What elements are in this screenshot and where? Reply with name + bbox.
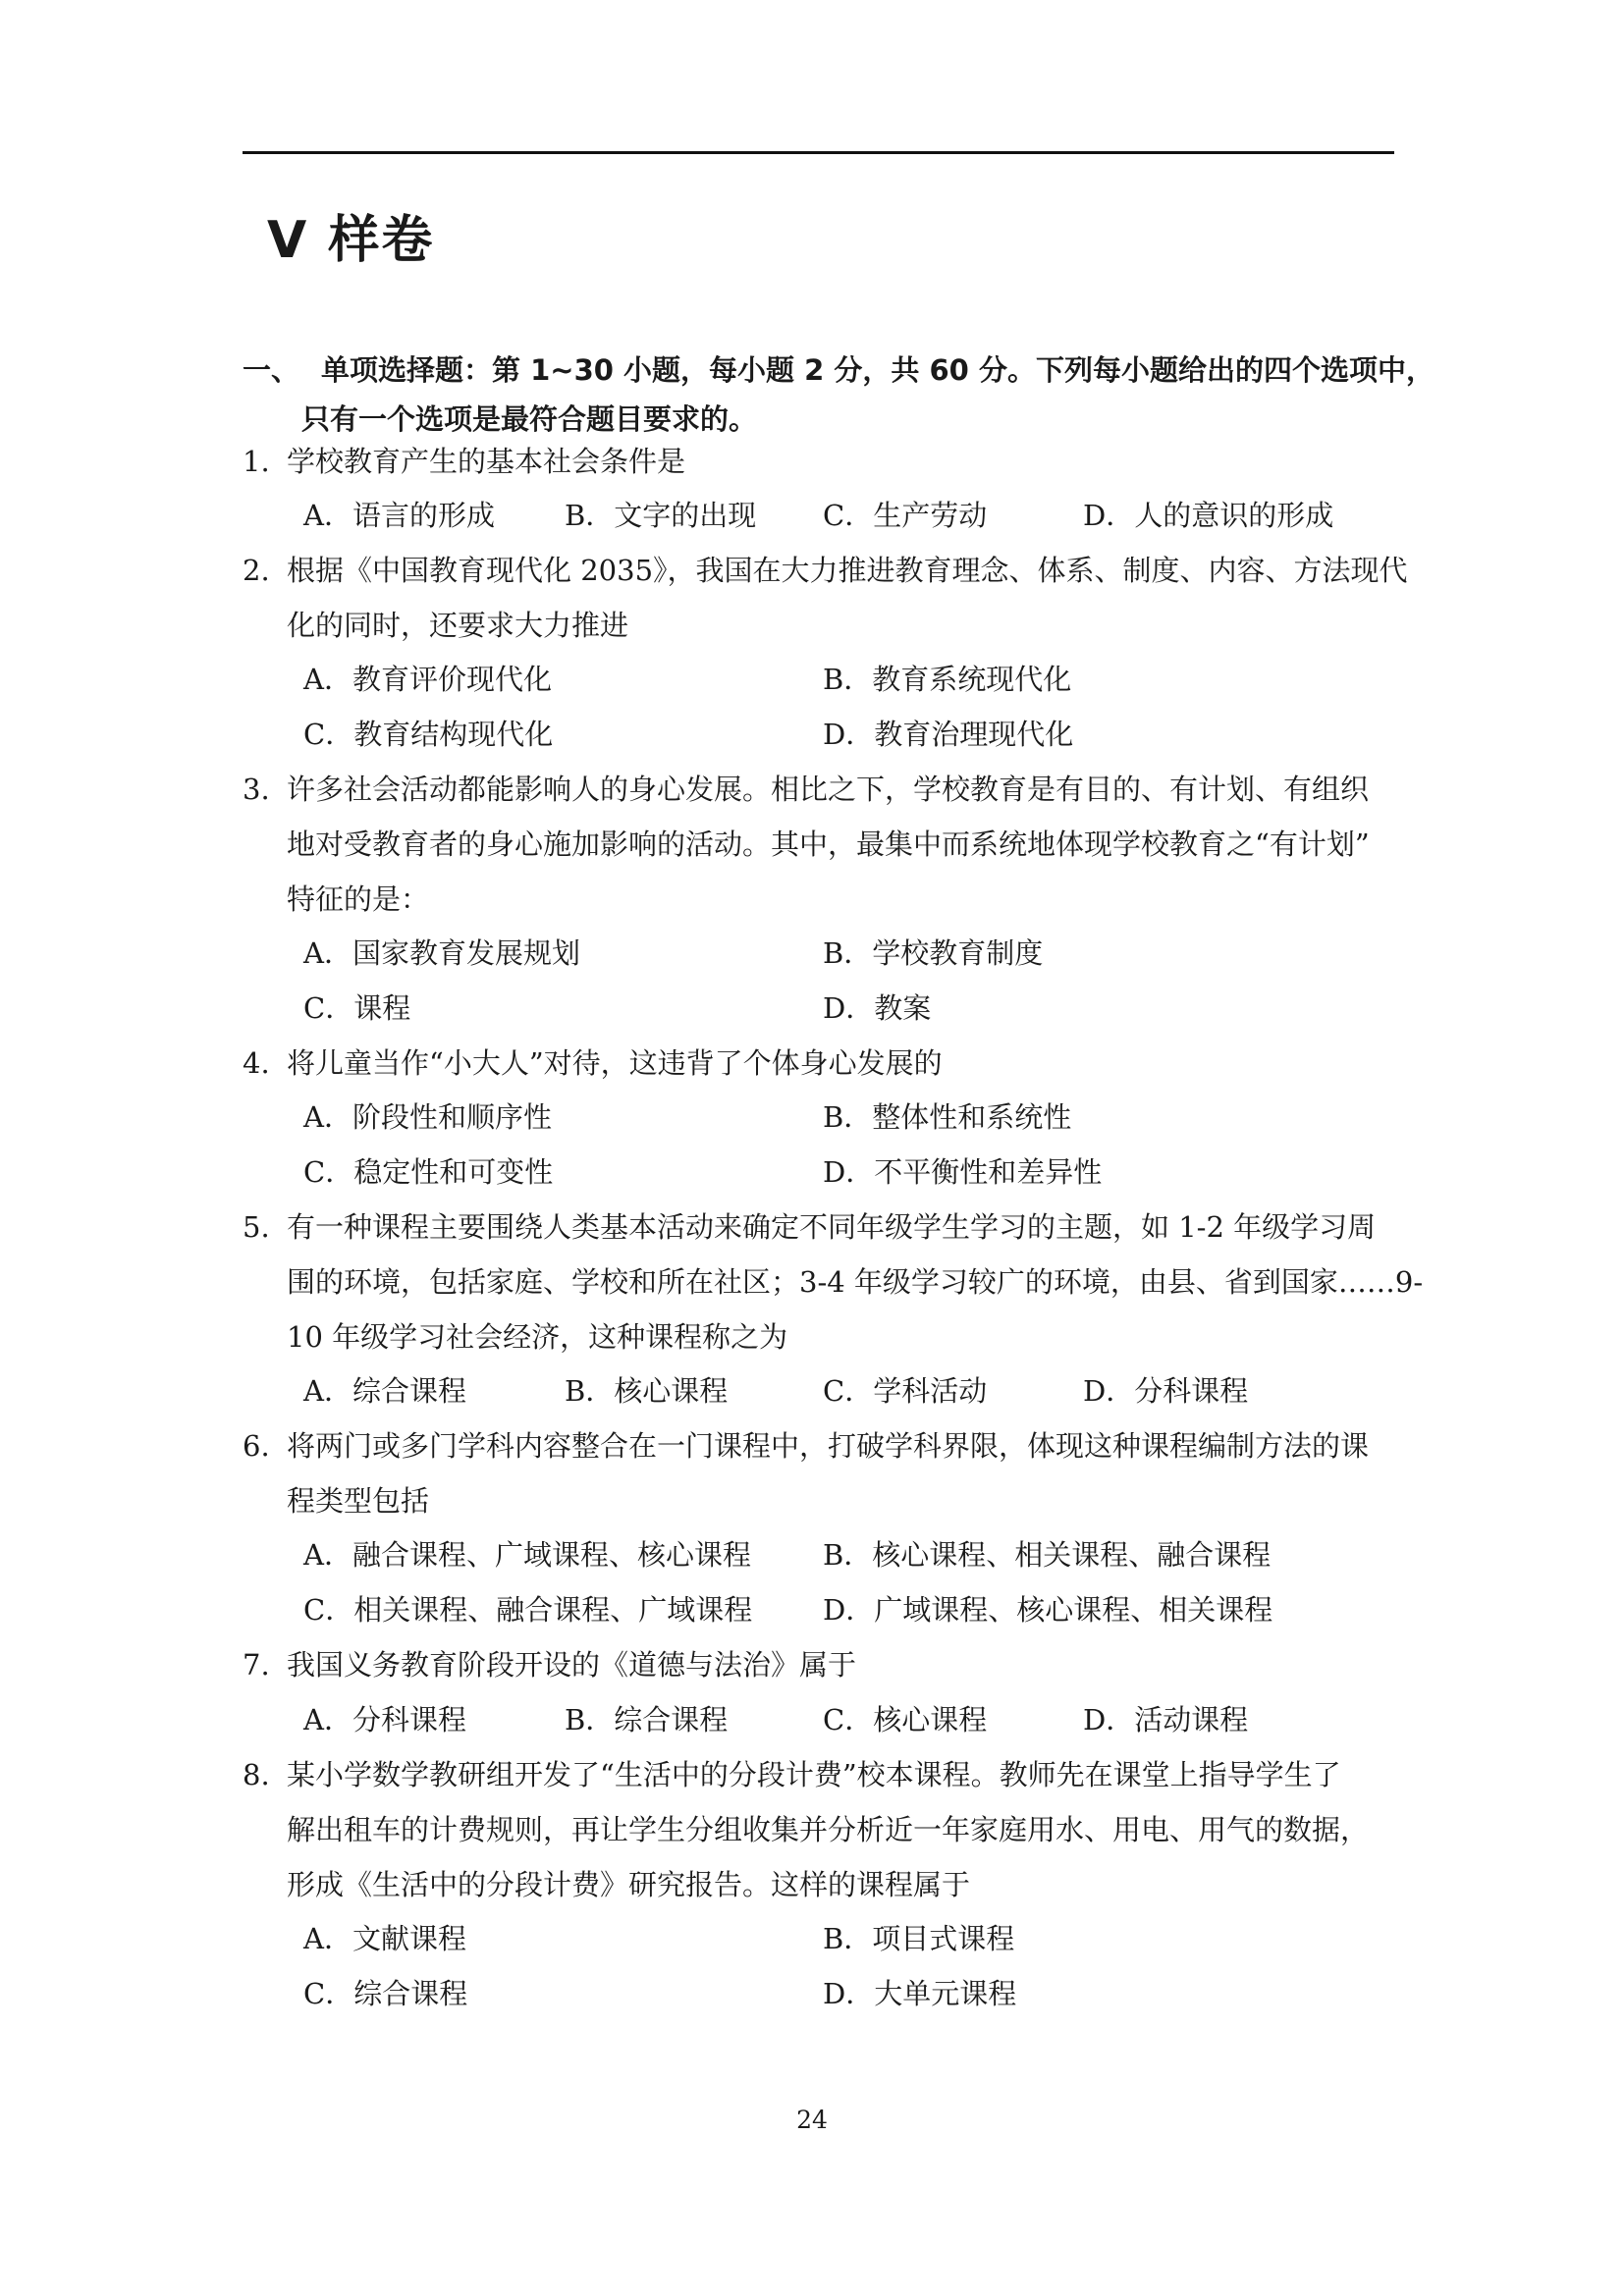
option-c: C．学科活动 <box>823 1374 988 1408</box>
option-c: C．生产劳动 <box>823 499 988 532</box>
question-stem <box>287 1200 1445 1364</box>
question-number: 6. <box>243 1429 270 1463</box>
question-number: 8. <box>243 1758 270 1791</box>
stem-line: 化的同时，还要求大力推进 <box>287 609 629 642</box>
stem-line: 根据《中国教育现代化 2035》，我国在大力推进教育理念、体系、制度、内容、方法现代 <box>287 554 1408 587</box>
option-d: D．活动课程 <box>1083 1703 1249 1736</box>
option-c: C．相关课程、融合课程、广域课程 <box>303 1593 753 1627</box>
stem-line: 围的环境，包括家庭、学校和所在社区；3-4 年级学习较广的环境，由县、省到国家……9- <box>287 1265 1424 1299</box>
option-b: B．文字的出现 <box>565 499 757 532</box>
option-d: D．人的意识的形成 <box>1083 499 1334 532</box>
stem-line: 将儿童当作“小大人”对待，这违背了个体身心发展的 <box>287 1046 943 1080</box>
option-b: B．教育系统现代化 <box>823 663 1072 696</box>
option-c: C．综合课程 <box>303 1977 468 2010</box>
option-a: A．分科课程 <box>303 1703 466 1736</box>
question-stem <box>287 1747 1445 1912</box>
stem-line: 10 年级学习社会经济，这种课程称之为 <box>287 1320 788 1354</box>
question-stem <box>287 762 1445 927</box>
option-d: D．广域课程、核心课程、相关课程 <box>823 1593 1273 1627</box>
option-a: A．阶段性和顺序性 <box>303 1100 552 1134</box>
page-number: 24 <box>796 2106 828 2134</box>
option-a: A．综合课程 <box>303 1374 466 1408</box>
question-number: 1. <box>243 445 270 478</box>
stem-line: 程类型包括 <box>287 1484 430 1518</box>
question-number: 5. <box>243 1210 270 1244</box>
option-a: A．语言的形成 <box>303 499 495 532</box>
option-c: C．核心课程 <box>823 1703 988 1736</box>
stem-line: 许多社会活动都能影响人的身心发展。相比之下，学校教育是有目的、有计划、有组织 <box>287 773 1370 806</box>
header-rule <box>243 151 1394 154</box>
section-number: 一、 <box>243 353 300 387</box>
question-number: 2. <box>243 554 270 587</box>
option-b: B．核心课程、相关课程、融合课程 <box>823 1538 1272 1572</box>
option-d: D．教案 <box>823 991 932 1025</box>
question-number: 4. <box>243 1046 270 1080</box>
section-instructions-line1: 单项选择题：第 1~30 小题，每小题 2 分，共 60 分。下列每小题给出的四个选项中， <box>321 353 1435 387</box>
stem-line: 形成《生活中的分段计费》研究报告。这样的课程属于 <box>287 1868 971 1901</box>
option-b: B．核心课程 <box>565 1374 729 1408</box>
page-title: V 样卷 <box>267 211 435 270</box>
option-c: C．教育结构现代化 <box>303 718 554 751</box>
stem-line: 将两门或多门学科内容整合在一门课程中，打破学科界限，体现这种课程编制方法的课 <box>287 1429 1370 1463</box>
option-a: A．融合课程、广域课程、核心课程 <box>303 1538 751 1572</box>
option-b: B．综合课程 <box>565 1703 729 1736</box>
stem-line: 学校教育产生的基本社会条件是 <box>287 445 686 478</box>
option-d: D．教育治理现代化 <box>823 718 1074 751</box>
question-stem <box>287 434 1445 489</box>
question-number: 3. <box>243 773 270 806</box>
option-c: C．稳定性和可变性 <box>303 1155 554 1189</box>
stem-line: 特征的是： <box>287 882 430 916</box>
option-c: C．课程 <box>303 991 411 1025</box>
stem-line: 地对受教育者的身心施加影响的活动。其中，最集中而系统地体现学校教育之“有计划” <box>287 828 1370 861</box>
option-b: B．整体性和系统性 <box>823 1100 1072 1134</box>
stem-line: 我国义务教育阶段开设的《道德与法治》属于 <box>287 1648 857 1682</box>
question-stem <box>287 1637 1445 1692</box>
stem-line: 解出租车的计费规则，再让学生分组收集并分析近一年家庭用水、用电、用气的数据， <box>287 1813 1370 1846</box>
question-stem <box>287 543 1445 653</box>
option-b: B．项目式课程 <box>823 1922 1015 1955</box>
stem-line: 某小学数学教研组开发了“生活中的分段计费”校本课程。教师先在课堂上指导学生了 <box>287 1758 1341 1791</box>
option-d: D．大单元课程 <box>823 1977 1017 2010</box>
section-instructions-line2: 只有一个选项是最符合题目要求的。 <box>301 402 758 436</box>
option-d: D．分科课程 <box>1083 1374 1249 1408</box>
option-a: A．文献课程 <box>303 1922 466 1955</box>
option-b: B．学校教育制度 <box>823 936 1044 970</box>
question-stem <box>287 1036 1445 1091</box>
question-number: 7. <box>243 1648 270 1682</box>
question-stem <box>287 1418 1445 1528</box>
option-a: A．教育评价现代化 <box>303 663 552 696</box>
stem-line: 有一种课程主要围绕人类基本活动来确定不同年级学生学习的主题，如 1-2 年级学习周 <box>287 1210 1377 1244</box>
option-d: D．不平衡性和差异性 <box>823 1155 1103 1189</box>
option-a: A．国家教育发展规划 <box>303 936 580 970</box>
